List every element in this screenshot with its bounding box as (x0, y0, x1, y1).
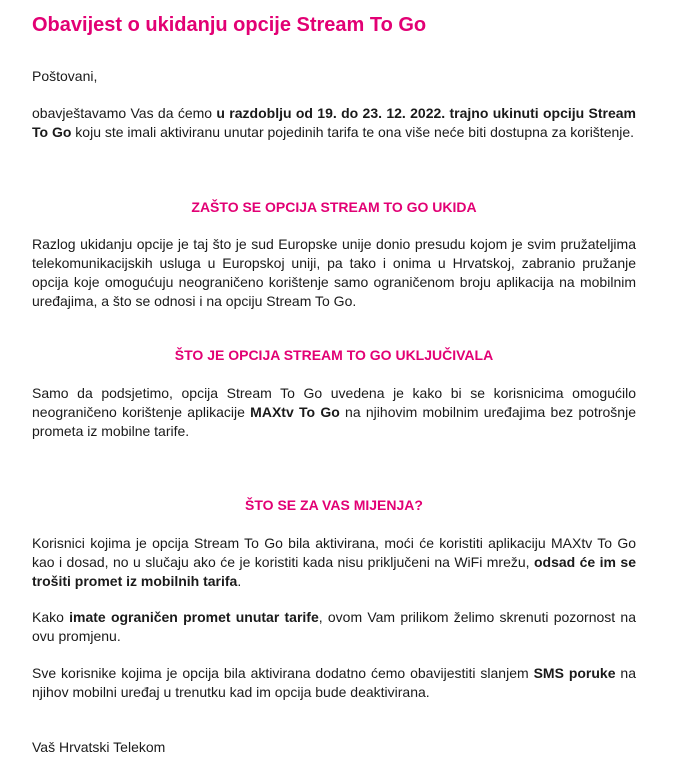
intro-paragraph (32, 104, 636, 142)
included-bold-app: MAXtv To Go (250, 404, 340, 420)
included-text-2: na njihovim mobilnim uređajima bez potrošnje prometa iz mobilne tarife. (32, 404, 636, 439)
included-text-1: Samo da podsjetimo, opcija Stream To Go uvedena je kako bi se korisnicima omogućilo neograničeno korištenje aplikacije (32, 385, 636, 420)
changes-p2-text-2: , ovom Vam prilikom želimo skrenuti pozornost na ovu promjenu. (32, 609, 636, 644)
changes-p2-text-1: Kako (32, 609, 70, 625)
section-included-paragraph (32, 384, 636, 441)
changes-p1-text-1: Korisnici kojima je opcija Stream To Go bila aktivirana, moći će koristiti aplikaciju MAXtv To Go kao i dosad, no u slučaju ako će je koristiti kada nisu priključeni na WiFi mrežu, (32, 535, 636, 570)
signature: Vaš Hrvatski Telekom (32, 739, 166, 755)
changes-p3-text-1: Sve korisnike kojima je opcija bila aktivirana dodatno ćemo obavijestiti slanjem (32, 665, 534, 681)
changes-p3-bold: SMS poruke (533, 665, 616, 681)
changes-paragraph-3 (32, 664, 636, 702)
section-why-paragraph: Razlog ukidanju opcije je taj što je sud Europske unije donio presudu kojom je svim pružateljima telekomunikacijskih usluga u Europskoj uniji, pa tako i onima u Hrvatskoj, zabranio pružanje opcija koje omogućuju neograničeno korištenje samo ograničenom broju aplikacija na mobilnim uređajima, a što se odnosi i na opciju Stream To Go. (32, 236, 636, 309)
changes-paragraph-2 (32, 608, 636, 646)
section-heading-included: ŠTO JE OPCIJA STREAM TO GO UKLJUČIVALA (174, 347, 494, 363)
changes-p1-text-2: . (237, 573, 242, 589)
intro-bold-dates: u razdoblju od 19. do 23. 12. 2022. trajno ukinuti opciju Stream To Go (32, 105, 636, 140)
changes-p3-text-2: na njihov mobilni uređaj u trenutku kad im opcija bude deaktivirana. (32, 665, 636, 700)
intro-text-2: koju ste imali aktiviranu unutar pojedinih tarifa te ona više neće biti dostupna za korištenje. (71, 124, 635, 140)
section-heading-changes: ŠTO SE ZA VAS MIJENJA? (245, 497, 423, 513)
changes-p2-bold: imate ograničen promet unutar tarife (69, 609, 319, 625)
greeting: Poštovani, (32, 68, 98, 84)
changes-p1-bold: odsad će im se trošiti promet iz mobilnih tarifa (32, 554, 636, 589)
section-heading-why: ZAŠTO SE OPCIJA STREAM TO GO UKIDA (191, 199, 477, 215)
changes-paragraph-1 (32, 534, 636, 591)
intro-text-1: obavještavamo Vas da ćemo (32, 105, 217, 121)
document-title: Obavijest o ukidanju opcije Stream To Go (32, 14, 427, 36)
